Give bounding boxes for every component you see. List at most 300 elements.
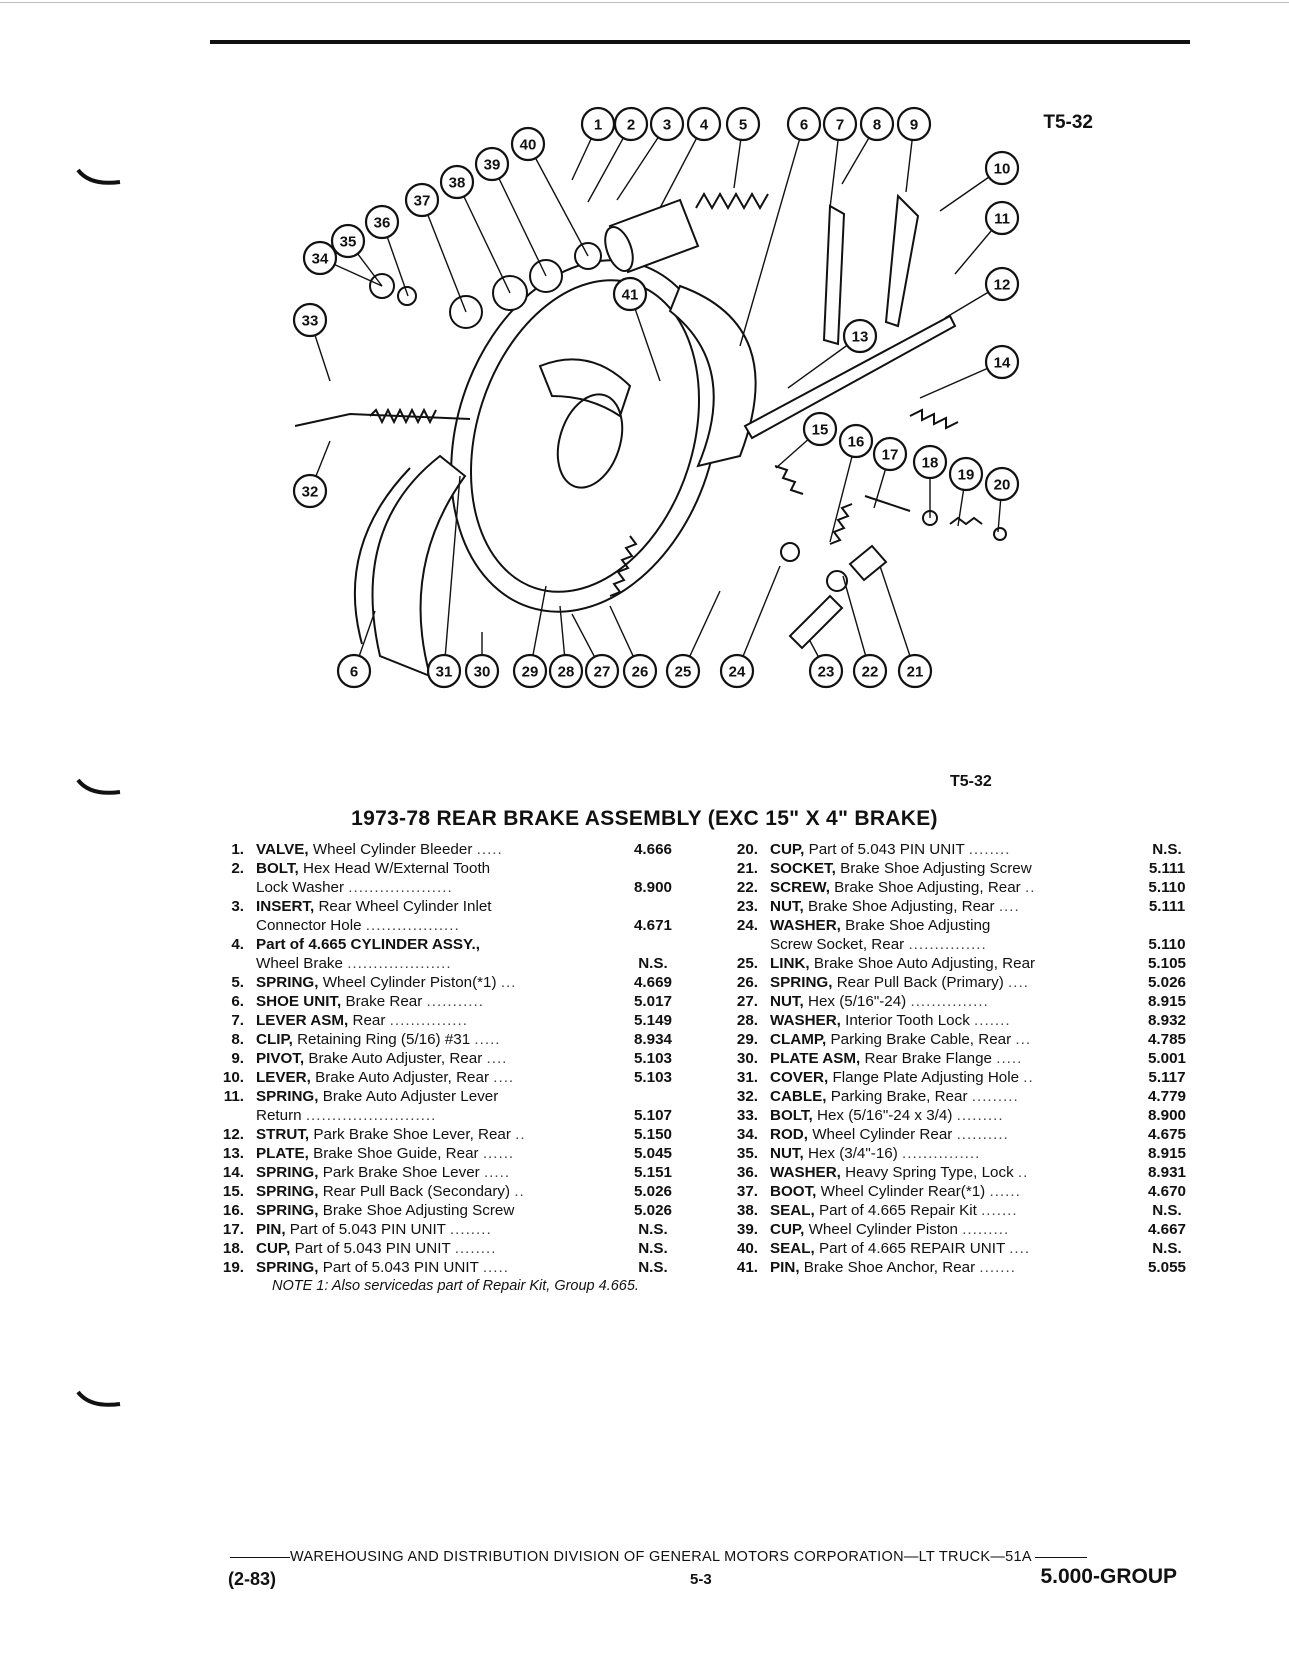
part-row	[724, 1239, 1206, 1258]
callout-number: 20	[993, 476, 1011, 494]
header-rule	[210, 40, 1190, 44]
callout-32	[294, 475, 326, 507]
callout-33	[294, 304, 326, 336]
part-detail: Wheel Cylinder Piston(*1)	[322, 974, 497, 991]
callout-number: 30	[473, 663, 491, 681]
part-description	[256, 992, 600, 1011]
part-number: 28.	[736, 1012, 758, 1029]
callout-22	[854, 655, 886, 687]
part-name: CABLE,	[770, 1088, 827, 1105]
part-detail: Part of 5.043 PIN UNIT	[808, 841, 965, 858]
part-row	[724, 916, 1206, 935]
part-row	[210, 916, 692, 935]
part-row	[724, 1182, 1206, 1201]
callout-8	[861, 108, 893, 140]
part-detail: Part of 4.665 REPAIR UNIT	[818, 1240, 1005, 1257]
piston-spring-illustration	[696, 194, 768, 208]
group-number: 5.026	[1147, 974, 1186, 991]
part-name: PIVOT,	[256, 1050, 305, 1067]
part-number: 15.	[222, 1183, 244, 1200]
part-number: 30.	[736, 1050, 758, 1067]
part-name: CUP,	[256, 1240, 291, 1257]
part-name: VALVE,	[256, 841, 309, 858]
part-row	[724, 1163, 1206, 1182]
callout-17	[874, 438, 906, 470]
callout-number: 9	[909, 116, 919, 134]
callout-27	[586, 655, 618, 687]
part-description	[256, 859, 600, 878]
part-row	[724, 973, 1206, 992]
part-detail: Park Brake Shoe Lever	[322, 1164, 480, 1181]
callout-number: 16	[847, 433, 865, 451]
footer-rule-left	[230, 1557, 290, 1558]
part-number: 24.	[736, 917, 758, 934]
group-number: 5.111	[1148, 860, 1186, 877]
group-number: N.S.	[638, 1221, 668, 1238]
group-number: 5.055	[1147, 1259, 1186, 1276]
part-row	[724, 992, 1206, 1011]
binder-punch-mark	[76, 776, 124, 800]
callout-number: 13	[851, 328, 869, 346]
leader-dots: ...	[1015, 1031, 1032, 1048]
binder-punch-mark	[76, 166, 124, 190]
callout-4	[688, 108, 720, 140]
part-row	[210, 1239, 692, 1258]
part-detail: Brake Shoe Adjusting, Rear	[807, 898, 995, 915]
leader-dots: ......	[482, 1145, 515, 1162]
part-number: 21.	[736, 860, 758, 877]
part-description	[256, 1182, 600, 1201]
parts-list-right	[724, 840, 1206, 1277]
part-name: SOCKET,	[770, 860, 836, 877]
part-description	[770, 1220, 1114, 1239]
part-row	[210, 859, 692, 878]
part-description	[770, 897, 1114, 916]
callout-40	[512, 128, 544, 160]
part-number: 35.	[736, 1145, 758, 1162]
group-number: 5.110	[1148, 879, 1186, 896]
group-number: N.S.	[1152, 1202, 1182, 1219]
callout-number: 37	[413, 192, 431, 210]
part-number: 11.	[223, 1088, 244, 1105]
part-description	[256, 1049, 600, 1068]
part-row	[210, 1068, 692, 1087]
part-row	[724, 1106, 1206, 1125]
part-number: 39.	[736, 1221, 758, 1238]
group-number: 4.666	[633, 841, 672, 858]
group-number: 8.931	[1147, 1164, 1186, 1181]
part-description	[770, 1087, 1114, 1106]
leader-dots: ...........	[426, 993, 484, 1010]
group-number: 5.105	[1147, 955, 1186, 972]
brake-shoe-left-illustration	[373, 456, 466, 676]
part-row	[724, 1049, 1206, 1068]
group-number: 5.026	[633, 1183, 672, 1200]
group-number: N.S.	[1152, 841, 1182, 858]
part-description	[770, 1049, 1114, 1068]
group-number: 8.915	[1147, 1145, 1186, 1162]
group-number: 5.111	[1148, 898, 1186, 915]
group-number: 8.934	[633, 1031, 672, 1048]
binder-punch-mark	[76, 1388, 124, 1412]
group-number: 8.915	[1147, 993, 1186, 1010]
part-description	[256, 954, 600, 973]
scan-edge-line	[0, 2, 1289, 3]
part-row	[210, 1258, 692, 1277]
callout-30	[466, 655, 498, 687]
callout-leader-line	[422, 200, 466, 312]
part-number: 1.	[231, 841, 244, 858]
part-row	[210, 935, 692, 954]
part-name: SCREW,	[770, 879, 830, 896]
leader-dots: ..	[1017, 1164, 1029, 1181]
part-description	[770, 1201, 1114, 1220]
part-row	[724, 1220, 1206, 1239]
part-detail: Lock Washer	[256, 879, 345, 896]
part-description	[770, 1125, 1114, 1144]
part-number: 10.	[222, 1069, 244, 1086]
part-name: STRUT,	[256, 1126, 310, 1143]
part-name: CLIP,	[256, 1031, 293, 1048]
callout-number: 15	[811, 421, 829, 439]
callout-number: 4	[699, 116, 709, 134]
footer-rule-right	[1035, 1557, 1087, 1558]
group-number: 5.017	[633, 993, 672, 1010]
part-row	[210, 1163, 692, 1182]
callout-number: 26	[631, 663, 649, 681]
callout-16	[840, 425, 872, 457]
group-number: N.S.	[1152, 1240, 1182, 1257]
part-name: SEAL,	[770, 1202, 815, 1219]
callout-24	[721, 655, 753, 687]
leader-dots: .........	[956, 1107, 1004, 1124]
group-number: 8.900	[633, 879, 672, 896]
part-row	[210, 954, 692, 973]
callout-number: 40	[519, 136, 537, 154]
part-detail: Brake Shoe Adjusting, Rear	[834, 879, 1021, 896]
part-detail: Rear Pull Back (Secondary)	[322, 1183, 511, 1200]
part-name: WASHER,	[770, 1164, 841, 1181]
callout-number: 21	[906, 663, 924, 681]
part-description	[256, 1106, 600, 1125]
part-detail: Rear	[352, 1012, 386, 1029]
callout-number: 34	[311, 250, 329, 268]
callout-11	[986, 202, 1018, 234]
part-description	[770, 859, 1114, 878]
part-detail: Rear Pull Back (Primary)	[836, 974, 1004, 991]
group-number: 5.103	[633, 1050, 672, 1067]
leader-dots: ........	[968, 841, 1011, 858]
part-number: 18.	[222, 1240, 244, 1257]
part-description	[770, 992, 1114, 1011]
part-description	[256, 1125, 600, 1144]
part-detail: Interior Tooth Lock	[845, 1012, 970, 1029]
part-description	[256, 973, 600, 992]
part-detail: Brake Shoe Adjusting Screw	[322, 1202, 515, 1219]
part-description	[770, 1163, 1114, 1182]
lever-illustration	[824, 206, 844, 344]
part-description	[770, 1068, 1114, 1087]
callout-7	[824, 108, 856, 140]
part-description	[256, 1087, 600, 1106]
group-number: 4.779	[1147, 1088, 1186, 1105]
part-name: LEVER,	[256, 1069, 311, 1086]
callout-36	[366, 206, 398, 238]
part-row	[724, 954, 1206, 973]
page-title: 1973-78 REAR BRAKE ASSEMBLY (EXC 15" X 4" BRAKE)	[351, 807, 938, 830]
callout-number: 18	[921, 454, 939, 472]
footer-date: (2-83)	[228, 1569, 277, 1589]
part-number: 16.	[222, 1202, 244, 1219]
part-detail: Brake Shoe Adjusting	[845, 917, 991, 934]
callout-number: 12	[993, 276, 1011, 294]
leader-dots: ........	[449, 1221, 492, 1238]
callout-20	[986, 468, 1018, 500]
part-detail: Hex (5/16"-24 x 3/4)	[816, 1107, 953, 1124]
part-description	[770, 1030, 1114, 1049]
part-description	[770, 1144, 1114, 1163]
part-detail: Brake Auto Adjuster Lever	[322, 1088, 499, 1105]
part-description	[770, 935, 1114, 954]
group-number: 8.900	[1147, 1107, 1186, 1124]
group-number: 5.149	[633, 1012, 672, 1029]
callout-12	[986, 268, 1018, 300]
leader-dots: .....	[474, 1031, 501, 1048]
part-name: BOLT,	[770, 1107, 813, 1124]
part-row	[724, 859, 1206, 878]
group-number: 4.785	[1147, 1031, 1186, 1048]
callout-number: 27	[593, 663, 611, 681]
part-name: SPRING,	[256, 1259, 319, 1276]
part-description	[770, 1258, 1114, 1277]
leader-dots: ..	[514, 1183, 525, 1200]
callout-number: 5	[738, 116, 748, 134]
part-row	[724, 1144, 1206, 1163]
part-name: LEVER ASM,	[256, 1012, 349, 1029]
part-detail: Park Brake Shoe Lever, Rear	[313, 1126, 511, 1143]
adjusting-screw-illustration	[790, 546, 886, 648]
part-detail: Screw Socket, Rear	[770, 936, 905, 953]
parts-list-left	[210, 840, 692, 1277]
callout-9	[898, 108, 930, 140]
exploded-brake-diagram	[290, 96, 1110, 736]
part-description	[256, 897, 600, 916]
leader-dots: ...............	[902, 1145, 981, 1162]
group-number: N.S.	[638, 1240, 668, 1257]
part-row	[210, 1125, 692, 1144]
group-number: N.S.	[638, 1259, 668, 1276]
part-description	[770, 840, 1114, 859]
leader-dots: ..........	[956, 1126, 1009, 1143]
callout-25	[667, 655, 699, 687]
part-row	[210, 1049, 692, 1068]
part-description	[770, 1239, 1114, 1258]
part-detail: Rear Wheel Cylinder Inlet	[318, 898, 492, 915]
callout-number: 38	[448, 174, 466, 192]
callout-number: 6	[349, 663, 359, 681]
callout-23	[810, 655, 842, 687]
callout-leader-line	[492, 164, 546, 276]
callout-18	[914, 446, 946, 478]
part-detail: Retaining Ring (5/16) #31	[297, 1031, 471, 1048]
leader-dots: .....	[482, 1259, 509, 1276]
part-description	[770, 1011, 1114, 1030]
diagram-caption: T5-32	[950, 773, 992, 790]
part-name: CUP,	[770, 841, 805, 858]
part-number: 22.	[736, 879, 758, 896]
part-detail: Part of 5.043 PIN UNIT	[294, 1240, 451, 1257]
part-description	[256, 1220, 600, 1239]
callout-number: 17	[881, 446, 899, 464]
part-row	[210, 1144, 692, 1163]
part-detail: Part of 5.043 PIN UNIT	[289, 1221, 446, 1238]
callout-number: 8	[872, 116, 882, 134]
callout-1	[582, 108, 614, 140]
callout-14	[986, 346, 1018, 378]
part-description	[256, 1068, 600, 1087]
part-name: PLATE,	[256, 1145, 309, 1162]
leader-dots: ....................	[348, 879, 453, 896]
part-name: WASHER,	[770, 917, 841, 934]
part-detail: Brake Auto Adjuster, Rear	[308, 1050, 483, 1067]
callout-26	[624, 655, 656, 687]
part-detail: Connector Hole	[256, 917, 362, 934]
part-number: 12.	[222, 1126, 244, 1143]
part-detail: Rear Brake Flange	[864, 1050, 992, 1067]
part-row	[724, 1068, 1206, 1087]
part-detail: Brake Rear	[345, 993, 423, 1010]
leader-dots: .....	[476, 841, 503, 858]
part-number: 8.	[231, 1031, 244, 1048]
part-row	[210, 1087, 692, 1106]
callout-number: 2	[626, 116, 636, 134]
callout-number: 35	[339, 233, 357, 251]
part-number: 23.	[736, 898, 758, 915]
part-row	[210, 1182, 692, 1201]
footer-group: 5.000-GROUP	[1040, 1565, 1177, 1588]
part-detail: Brake Shoe Auto Adjusting, Rear	[813, 955, 1036, 972]
part-number: 7.	[231, 1012, 244, 1029]
group-number: 4.670	[1147, 1183, 1186, 1200]
leader-dots: ..	[1024, 879, 1036, 896]
leader-dots: .....	[996, 1050, 1023, 1067]
callout-number: 39	[483, 156, 501, 174]
part-detail: Wheel Brake	[256, 955, 343, 972]
leader-dots: .......	[981, 1202, 1018, 1219]
leader-dots: .........	[971, 1088, 1019, 1105]
callout-number: 11	[994, 210, 1010, 228]
callout-number: 36	[373, 214, 391, 232]
part-row	[210, 1201, 692, 1220]
part-description	[256, 1239, 600, 1258]
part-row	[724, 1125, 1206, 1144]
leader-dots: ..	[515, 1126, 526, 1143]
group-number: 5.026	[633, 1202, 672, 1219]
part-number: 20.	[736, 841, 758, 858]
part-number: 40.	[736, 1240, 758, 1257]
callout-number: 3	[662, 116, 672, 134]
callout-6	[788, 108, 820, 140]
callout-number: 6	[799, 116, 809, 134]
part-number: 3.	[231, 898, 244, 915]
part-detail: Parking Brake Cable, Rear	[830, 1031, 1012, 1048]
part-row	[210, 1106, 692, 1125]
group-number: 4.667	[1147, 1221, 1186, 1238]
part-row	[210, 897, 692, 916]
group-number: 4.669	[633, 974, 672, 991]
part-number: 32.	[736, 1088, 758, 1105]
part-detail: Hex (3/4"-16)	[807, 1145, 898, 1162]
leader-dots: ........	[454, 1240, 497, 1257]
footnote: NOTE 1: Also servicedas part of Repair Kit, Group 4.665.	[272, 1278, 639, 1294]
leader-dots: ....	[486, 1050, 508, 1067]
part-detail: Part of 5.043 PIN UNIT	[322, 1259, 479, 1276]
part-detail: Hex Head W/External Tooth	[302, 860, 491, 877]
leader-dots: ..................	[365, 917, 460, 934]
part-detail: Return	[256, 1107, 302, 1124]
part-detail: Heavy Spring Type, Lock	[845, 1164, 1014, 1181]
part-row	[724, 1087, 1206, 1106]
part-row	[724, 1011, 1206, 1030]
callout-15	[804, 413, 836, 445]
part-description	[770, 954, 1114, 973]
part-name: BOLT,	[256, 860, 299, 877]
part-number: 5.	[231, 974, 244, 991]
callout-34	[304, 242, 336, 274]
part-detail: Brake Shoe Anchor, Rear	[803, 1259, 976, 1276]
part-name: NUT,	[770, 1145, 804, 1162]
callout-13	[844, 320, 876, 352]
part-name: CUP,	[770, 1221, 805, 1238]
leader-dots: ....	[998, 898, 1020, 915]
part-number: 26.	[736, 974, 758, 991]
group-number: N.S.	[638, 955, 668, 972]
part-description	[256, 916, 600, 935]
leader-dots: ...............	[389, 1012, 468, 1029]
part-number: 19.	[222, 1259, 244, 1276]
part-row	[210, 1220, 692, 1239]
leader-dots: ...............	[908, 936, 987, 953]
part-row	[210, 840, 692, 859]
part-row	[724, 878, 1206, 897]
part-row	[210, 1030, 692, 1049]
callout-number: 1	[593, 116, 603, 134]
part-description	[770, 973, 1114, 992]
part-number: 38.	[736, 1202, 758, 1219]
part-row	[210, 973, 692, 992]
callout-number: 22	[861, 663, 879, 681]
part-detail: Wheel Cylinder Bleeder	[312, 841, 473, 858]
group-number: 5.001	[1147, 1050, 1186, 1067]
callout-number: 19	[957, 466, 975, 484]
part-name: SHOE UNIT,	[256, 993, 342, 1010]
callout-39	[476, 148, 508, 180]
part-description	[770, 1106, 1114, 1125]
group-number: 5.110	[1148, 936, 1186, 953]
leader-dots: ....	[1008, 974, 1029, 991]
part-description	[770, 916, 1114, 935]
callout-number: 28	[557, 663, 575, 681]
part-number: 6.	[231, 993, 244, 1010]
part-name: INSERT,	[256, 898, 315, 915]
callout-number: 14	[993, 354, 1011, 372]
part-name: SPRING,	[256, 1202, 319, 1219]
callout-29	[514, 655, 546, 687]
group-number: 5.107	[633, 1107, 672, 1124]
callout-2	[615, 108, 647, 140]
group-number: 5.117	[1148, 1069, 1186, 1086]
leader-dots: .....	[483, 1164, 511, 1181]
